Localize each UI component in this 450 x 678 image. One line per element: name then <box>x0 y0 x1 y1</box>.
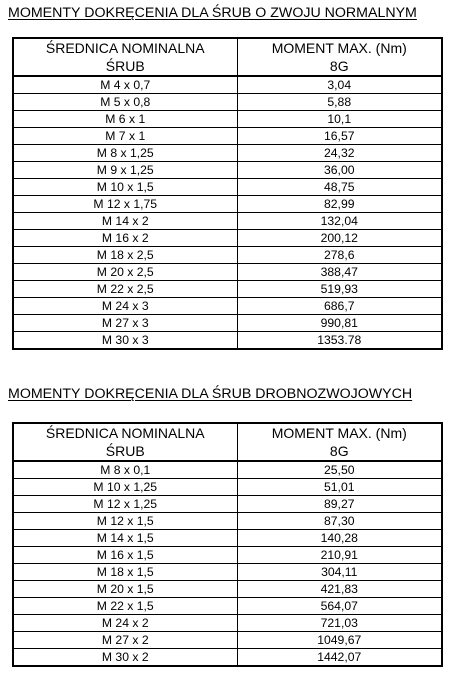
torque-table-normal-thread <box>12 37 443 350</box>
cell-max-torque: 25,50 <box>237 461 442 479</box>
cell-nominal-diameter: M 12 x 1,25 <box>13 496 237 513</box>
cell-nominal-diameter: M 22 x 1,5 <box>13 598 237 615</box>
cell-max-torque: 304,11 <box>237 564 442 581</box>
cell-nominal-diameter: M 20 x 1,5 <box>13 581 237 598</box>
table-row <box>13 615 442 632</box>
cell-nominal-diameter: M 27 x 2 <box>13 632 237 649</box>
table-row <box>13 264 442 281</box>
cell-nominal-diameter: M 12 x 1,75 <box>13 196 237 213</box>
cell-max-torque: 24,32 <box>237 145 442 162</box>
table-row <box>13 230 442 247</box>
table-body <box>13 461 442 666</box>
cell-max-torque: 519,93 <box>237 281 442 298</box>
cell-nominal-diameter: M 5 x 0,8 <box>13 94 237 111</box>
table-header-row <box>13 38 442 76</box>
table-row <box>13 598 442 615</box>
cell-max-torque: 1049,67 <box>237 632 442 649</box>
cell-max-torque: 51,01 <box>237 479 442 496</box>
cell-nominal-diameter: M 10 x 1,25 <box>13 479 237 496</box>
cell-nominal-diameter: M 14 x 2 <box>13 213 237 230</box>
table-row <box>13 94 442 111</box>
table-row <box>13 632 442 649</box>
table-row <box>13 76 442 94</box>
table-row <box>13 496 442 513</box>
header-nominal-diameter-line1: ŚREDNICA NOMINALNA <box>45 425 205 441</box>
table-row <box>13 547 442 564</box>
section-title-normal-thread: MOMENTY DOKRĘCENIA DLA ŚRUB O ZWOJU NORMALNYM <box>8 5 417 21</box>
header-max-torque-line2: 8G <box>329 443 349 459</box>
cell-max-torque: 16,57 <box>237 128 442 145</box>
cell-max-torque: 200,12 <box>237 230 442 247</box>
cell-nominal-diameter: M 20 x 2,5 <box>13 264 237 281</box>
header-max-torque <box>237 38 442 76</box>
cell-nominal-diameter: M 18 x 2,5 <box>13 247 237 264</box>
table-row <box>13 315 442 332</box>
cell-max-torque: 140,28 <box>237 530 442 547</box>
header-nominal-diameter-line2: ŚRUB <box>105 443 145 459</box>
header-max-torque-line1: MOMENT MAX. (Nm) <box>271 40 407 56</box>
table-row <box>13 649 442 667</box>
cell-nominal-diameter: M 16 x 1,5 <box>13 547 237 564</box>
cell-nominal-diameter: M 7 x 1 <box>13 128 237 145</box>
header-max-torque-line1: MOMENT MAX. (Nm) <box>271 425 407 441</box>
header-max-torque <box>237 423 442 461</box>
cell-max-torque: 89,27 <box>237 496 442 513</box>
cell-max-torque: 990,81 <box>237 315 442 332</box>
cell-nominal-diameter: M 24 x 2 <box>13 615 237 632</box>
table-row <box>13 145 442 162</box>
cell-nominal-diameter: M 22 x 2,5 <box>13 281 237 298</box>
table-row <box>13 513 442 530</box>
table-row <box>13 332 442 350</box>
cell-max-torque: 1353.78 <box>237 332 442 350</box>
table-row <box>13 564 442 581</box>
cell-nominal-diameter: M 8 x 1,25 <box>13 145 237 162</box>
cell-nominal-diameter: M 14 x 1,5 <box>13 530 237 547</box>
cell-nominal-diameter: M 6 x 1 <box>13 111 237 128</box>
cell-max-torque: 3,04 <box>237 76 442 94</box>
table-row <box>13 281 442 298</box>
table-row <box>13 213 442 230</box>
cell-nominal-diameter: M 10 x 1,5 <box>13 179 237 196</box>
cell-max-torque: 210,91 <box>237 547 442 564</box>
header-nominal-diameter-line1: ŚREDNICA NOMINALNA <box>45 40 205 56</box>
cell-max-torque: 5,88 <box>237 94 442 111</box>
cell-nominal-diameter: M 8 x 0,1 <box>13 461 237 479</box>
cell-nominal-diameter: M 16 x 2 <box>13 230 237 247</box>
cell-nominal-diameter: M 4 x 0,7 <box>13 76 237 94</box>
table-row <box>13 461 442 479</box>
cell-max-torque: 388,47 <box>237 264 442 281</box>
header-max-torque-line2: 8G <box>329 58 349 74</box>
table-row <box>13 196 442 213</box>
table-row <box>13 128 442 145</box>
header-nominal-diameter <box>13 38 237 76</box>
table-row <box>13 247 442 264</box>
cell-max-torque: 686,7 <box>237 298 442 315</box>
table-row <box>13 162 442 179</box>
table-header-row <box>13 423 442 461</box>
header-nominal-diameter-line2: ŚRUB <box>105 58 145 74</box>
cell-nominal-diameter: M 9 x 1,25 <box>13 162 237 179</box>
cell-max-torque: 82,99 <box>237 196 442 213</box>
cell-nominal-diameter: M 27 x 3 <box>13 315 237 332</box>
torque-table-fine-thread <box>12 422 443 667</box>
cell-nominal-diameter: M 24 x 3 <box>13 298 237 315</box>
cell-max-torque: 421,83 <box>237 581 442 598</box>
cell-max-torque: 721,03 <box>237 615 442 632</box>
cell-nominal-diameter: M 30 x 3 <box>13 332 237 350</box>
cell-nominal-diameter: M 12 x 1,5 <box>13 513 237 530</box>
cell-max-torque: 36,00 <box>237 162 442 179</box>
table-row <box>13 581 442 598</box>
section-title-fine-thread: MOMENTY DOKRĘCENIA DLA ŚRUB DROBNOZWOJOWYCH <box>8 386 413 402</box>
cell-max-torque: 132,04 <box>237 213 442 230</box>
cell-max-torque: 564,07 <box>237 598 442 615</box>
cell-max-torque: 48,75 <box>237 179 442 196</box>
cell-max-torque: 278,6 <box>237 247 442 264</box>
table-row <box>13 298 442 315</box>
table-row <box>13 479 442 496</box>
cell-nominal-diameter: M 30 x 2 <box>13 649 237 667</box>
header-nominal-diameter <box>13 423 237 461</box>
cell-max-torque: 10,1 <box>237 111 442 128</box>
table-body <box>13 76 442 349</box>
table-row <box>13 111 442 128</box>
cell-max-torque: 87,30 <box>237 513 442 530</box>
table-row <box>13 530 442 547</box>
table-row <box>13 179 442 196</box>
cell-nominal-diameter: M 18 x 1,5 <box>13 564 237 581</box>
cell-max-torque: 1442,07 <box>237 649 442 667</box>
